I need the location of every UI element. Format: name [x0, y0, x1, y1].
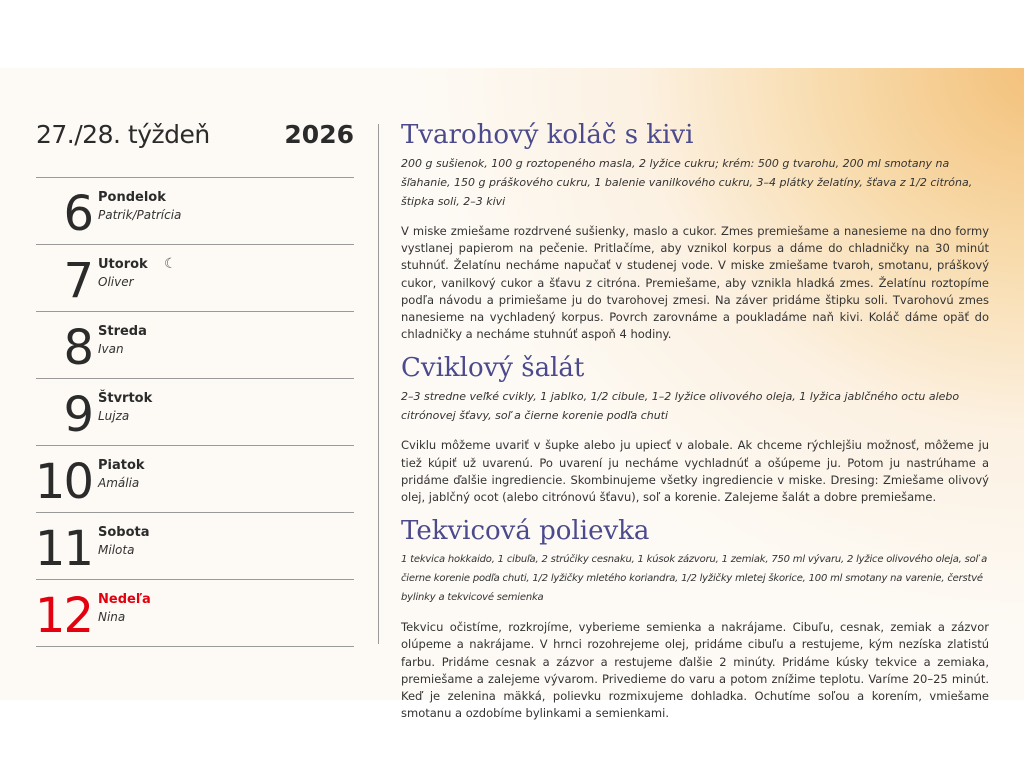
- day-list: [36, 177, 354, 647]
- nameday: Amália: [98, 476, 140, 490]
- day-number: 7: [63, 253, 92, 309]
- nameday: Oliver: [98, 275, 134, 289]
- day-row: [36, 378, 354, 445]
- recipe: [401, 118, 989, 343]
- recipe-procedure: V miske zmiešame rozdrvené sušienky, maslo a cukor. Zmes premiešame a nanesieme na dno formy vystlanej papierom na pečenie. Pritlačíme, aby vznikol korpus a dáme do chladničky na 30 minút stuhnúť. Želatínu necháme napučať v studenej vode. V miske zmiešame tvaroh, smotanu, práškový cukor, vanilkový cukor a šťavu z citróna. Premiešame, aby vznikla hladká zmes. Želatínu roztopíme podľa návodu a primiešame ju do tvarohovej zmesi. Na záver pridáme štipku soli. Tvarohovú zmes nanesieme na vychladený korpus. Povrch zarovnáme a poukladáme naň kivi. Koláč dáme opäť do chladničky a necháme stuhnúť aspoň 4 hodiny.: [401, 224, 989, 342]
- recipe-ingredients: 2–3 stredne veľké cvikly, 1 jablko, 1/2 cibule, 1–2 lyžice olivového oleja, 1 lyžica jablčného octu alebo citrónovej šťavy, soľ a čierne korenie podľa chuti: [401, 390, 960, 423]
- recipe-ingredients: 1 tekvica hokkaido, 1 cibuľa, 2 strúčiky cesnaku, 1 kúsok zázvoru, 1 zemiak, 750 ml vývaru, 2 lyžice olivového oleja, soľ a čierne korenie podľa chuti, 1/2 lyžičky mletého koriandra, 1/2 lyžičky mletej škorice, 100 ml smotany na varenie, čerstvé bylinky a tekvicové semienka: [401, 554, 988, 604]
- recipe-title: Tvarohový koláč s kivi: [401, 120, 694, 150]
- day-name: Piatok: [98, 458, 145, 473]
- day-number: 12: [34, 588, 92, 644]
- nameday: Ivan: [98, 342, 124, 356]
- calendar-page: [0, 68, 1024, 721]
- day-number: 9: [63, 387, 92, 443]
- recipe-title: Tekvicová polievka: [401, 516, 650, 547]
- day-row-sunday: [36, 579, 354, 647]
- day-row: [36, 512, 354, 579]
- day-name: Štvrtok: [98, 391, 153, 406]
- day-row: [36, 311, 354, 378]
- day-row: [36, 445, 354, 512]
- day-number: 10: [34, 454, 92, 510]
- recipe-procedure: Tekvicu očistíme, rozkrojíme, vyberieme semienka a nakrájame. Cibuľu, cesnak, zemiak a zázvor olúpeme a nakrájame. V hrnci rozohrejeme olej, pridáme cibuľu a restujeme, kým nezíska zlatistú farbu. Pridáme cesnak a zázvor a restujeme ďalšie 2 minúty. Pridáme kúsky tekvice a zemiaka, premiešame a zalejeme vývarom. Privedieme do varu a potom znížime teplotu. Varíme 20–25 minút. Keď je zelenina mäkká, polievku rozmixujeme dohladka. Ochutíme soľou a korením, vmiešame smotanu a ozdobíme bylinkami a semienkami.: [401, 620, 989, 721]
- day-name: Pondelok: [98, 190, 166, 205]
- recipes-column: [401, 118, 989, 730]
- day-name: Sobota: [98, 525, 150, 540]
- nameday: Lujza: [98, 409, 130, 423]
- day-row: [36, 177, 354, 244]
- moon-phase-icon: ☾: [164, 255, 177, 271]
- recipe-title: Cviklový šalát: [401, 353, 585, 384]
- day-name: Utorok: [98, 257, 148, 272]
- day-name: Streda: [98, 324, 147, 339]
- week-label: 27./28. týždeň: [36, 120, 210, 149]
- day-number: 6: [63, 186, 92, 242]
- recipe: [401, 514, 989, 722]
- recipe: [401, 351, 989, 506]
- nameday: Patrik/Patrícia: [98, 208, 182, 222]
- day-name: Nedeľa: [98, 592, 151, 607]
- recipe-ingredients: 200 g sušienok, 100 g roztopeného masla, 2 lyžice cukru; krém: 500 g tvarohu, 200 ml smotany na šľahanie, 150 g práškového cukru, 1 balenie vanilkového cukru, 3–4 plátky želatíny, šťava z 1/2 citróna, štipka soli, 2–3 kivi: [401, 157, 973, 208]
- nameday: Nina: [98, 610, 126, 624]
- column-divider: [378, 124, 379, 644]
- year-label: 2026: [284, 120, 354, 149]
- day-row: [36, 244, 354, 311]
- day-number: 11: [34, 521, 92, 577]
- day-number: 8: [63, 320, 92, 376]
- recipe-procedure: Cviklu môžeme uvariť v šupke alebo ju upiecť v alobale. Ak chceme rýchlejšiu možnosť, môžeme ju tiež kúpiť už uvarenú. Po uvarení ju necháme vychladnúť a ošúpeme ju. Potom ju nastrúhame a pridáme ďalšie ingrediencie. Skombinujeme všetky ingrediencie v miske. Dresing: Zmiešame olivový olej, jablčný ocot (alebo citrónovú šťavu), soľ a korenie. Zalejeme šalát a dobre premiešame.: [401, 438, 989, 505]
- nameday: Milota: [98, 543, 135, 557]
